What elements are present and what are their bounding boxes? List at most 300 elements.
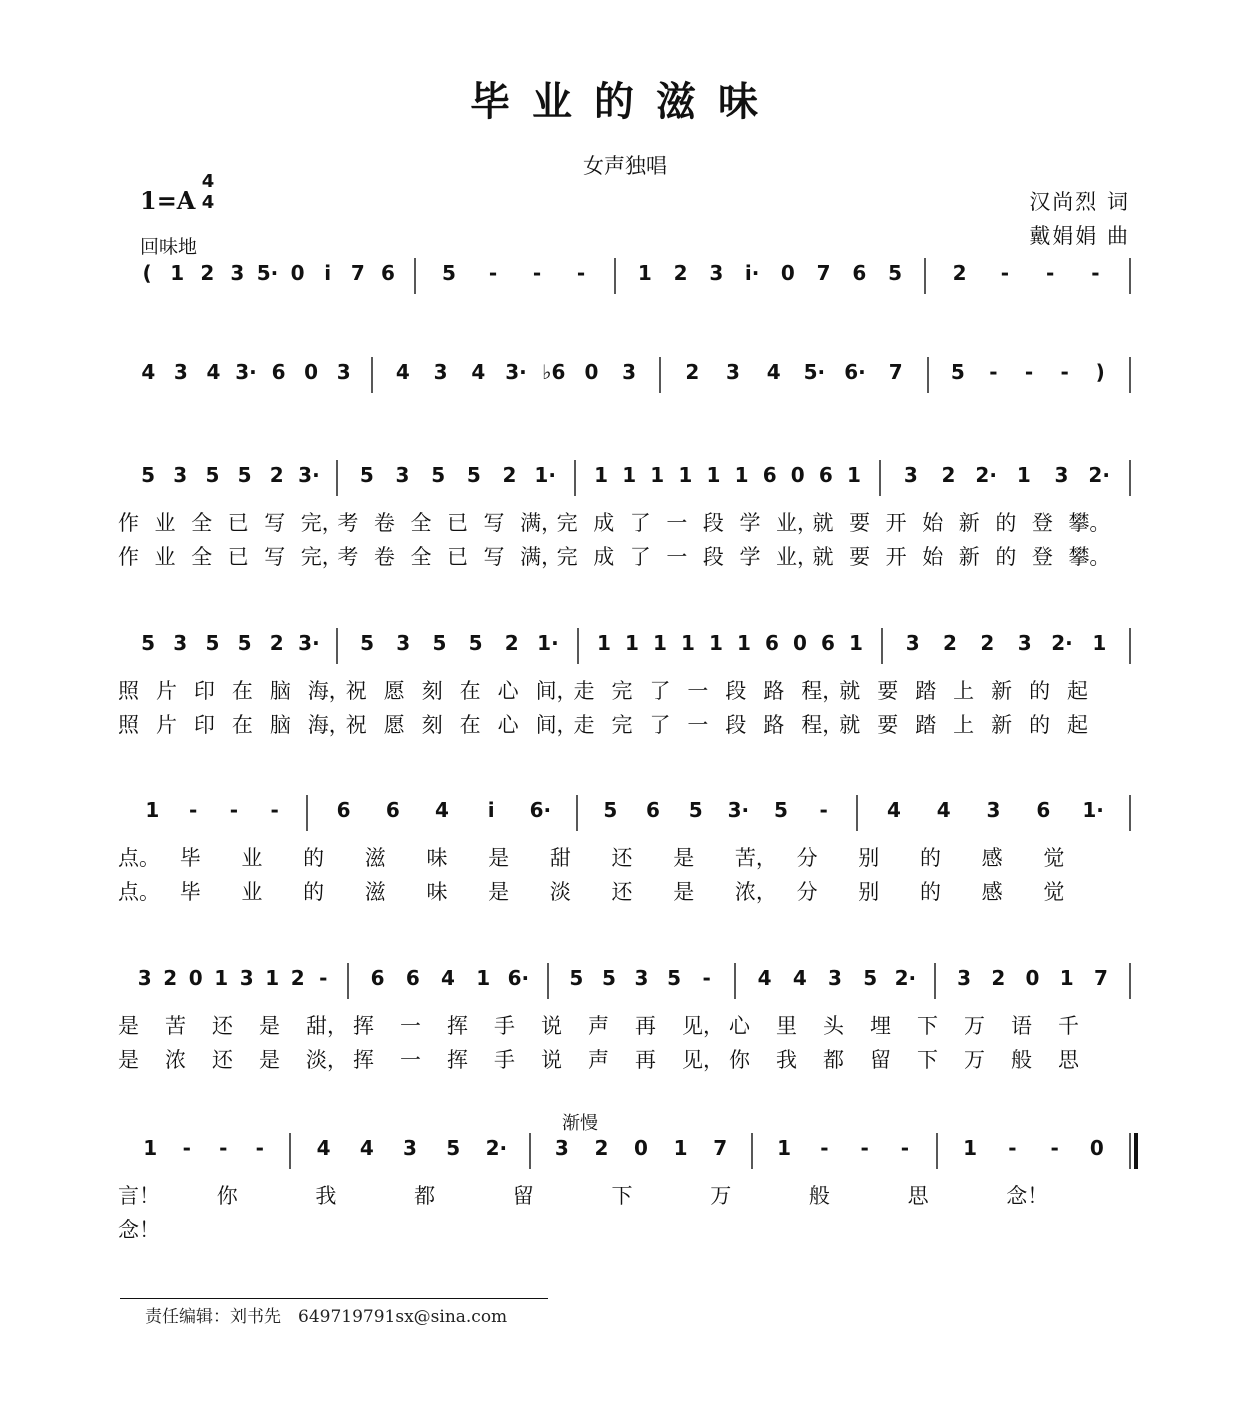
note: 7 (713, 1136, 728, 1160)
lyric-syllable: 还 (611, 846, 633, 870)
note: 2 (163, 966, 178, 990)
note: 1 (706, 463, 721, 487)
note: 5· (256, 261, 279, 285)
lyric-syllable: 说 (541, 1048, 562, 1072)
note: 6 (385, 798, 400, 822)
note: - (1091, 261, 1100, 285)
note: ♭6 (542, 360, 566, 384)
note: 5 (863, 966, 878, 990)
lyric-syllable: 刻 (421, 713, 443, 737)
lyric-syllable: 说 (541, 1014, 562, 1038)
lyric-syllable: 挥 (447, 1014, 468, 1038)
note: 1 (637, 261, 652, 285)
lyric-syllable: 照 (118, 713, 139, 737)
note: 3 (173, 631, 188, 655)
lyric-syllable: 踏 (915, 713, 937, 737)
lyric-syllable: 一 (400, 1014, 421, 1038)
lyric-syllable: 语 (1011, 1014, 1032, 1038)
note: 0 (793, 631, 807, 655)
lyric-syllable: 卷 (373, 511, 395, 535)
tempo-marking: 渐慢 (562, 1113, 598, 1134)
note: 0 (304, 360, 319, 384)
lyric-syllable: 已 (447, 545, 468, 569)
lyric-syllable: 千 (1058, 1014, 1079, 1038)
lyric-syllable: 已 (447, 511, 468, 535)
lyric-syllable: 的 (995, 545, 1017, 569)
note: i (324, 261, 332, 285)
note: - (1008, 1136, 1017, 1160)
note: 3 (137, 966, 152, 990)
lyric-syllable: 业， (776, 545, 818, 569)
lyric-syllable: 学 (739, 545, 761, 569)
lyric-syllable: 开 (885, 511, 907, 535)
note: 2· (485, 1136, 508, 1160)
lyric-syllable: 都 (823, 1048, 844, 1072)
lyric-syllable: 段 (702, 511, 724, 535)
lyric-syllable: 淡 (549, 880, 571, 904)
lyric-syllable: 是 (118, 1048, 139, 1072)
lyric-syllable: 再 (635, 1014, 656, 1038)
note: 5 (601, 966, 616, 990)
note: - (860, 1136, 869, 1160)
lyric-syllable: 一 (666, 511, 688, 535)
lyric-syllable: 脑 (269, 679, 291, 703)
note: 1 (143, 1136, 158, 1160)
editor-credit: 责任编辑：刘书先 649719791sx@sina.com (145, 1307, 508, 1327)
note: 2 (594, 1136, 609, 1160)
note: 3 (1017, 631, 1032, 655)
lyric-syllable: 甜， (306, 1014, 348, 1038)
lyric-syllable: 段 (725, 713, 747, 737)
lyric-syllable: 下 (917, 1014, 938, 1038)
lyric-syllable: 完 (611, 679, 633, 703)
note: 6 (646, 798, 660, 822)
lyric-syllable: 手 (494, 1014, 515, 1038)
note: 5 (667, 966, 682, 990)
note: 3 (403, 1136, 417, 1160)
lyric-syllable: 就 (812, 545, 834, 569)
lyric-syllable: 是 (118, 1014, 139, 1038)
note: 4 (141, 360, 156, 384)
note: - (229, 798, 239, 822)
note: 6 (405, 966, 420, 990)
note: 6 (380, 261, 395, 285)
note: 5 (688, 798, 703, 822)
note: 1 (1016, 463, 1031, 487)
lyric-syllable: 考 (337, 545, 359, 569)
note: 4 (395, 360, 410, 384)
note: 0 (1025, 966, 1040, 990)
note: 3· (298, 631, 320, 655)
lyric-syllable: 完 (556, 545, 578, 569)
lyric-syllable: 登 (1031, 511, 1053, 535)
note: 5 (446, 1136, 461, 1160)
note: 3· (505, 360, 527, 384)
lyric-syllable: 业， (776, 511, 818, 535)
lyric-syllable: 还 (212, 1014, 233, 1038)
note: 1 (849, 631, 863, 655)
lyric-syllable: 要 (877, 713, 899, 737)
lyric-syllable: 我 (776, 1048, 797, 1072)
note: - (820, 1136, 829, 1160)
note: 3 (433, 360, 448, 384)
lyric-syllable: 踏 (915, 679, 937, 703)
note: 5 (603, 798, 618, 822)
note: 4 (936, 798, 951, 822)
note: - (182, 1136, 191, 1160)
lyric-syllable: 你 (729, 1048, 750, 1072)
expression-mark: 回味地 (140, 236, 198, 258)
time-signature-bottom: 4 (201, 192, 215, 213)
lyric-syllable: 念！ (1006, 1184, 1049, 1208)
lyric-syllable: 声 (588, 1014, 609, 1038)
lyric-syllable: 分 (796, 880, 818, 904)
lyric-syllable: 般 (808, 1184, 830, 1208)
note: 2 (502, 463, 517, 487)
note: 4 (435, 798, 449, 822)
note: 5 (141, 463, 156, 487)
note: 6· (529, 798, 552, 822)
lyric-syllable: 毕 (179, 846, 201, 870)
note: 5 (205, 463, 220, 487)
note: - (1060, 360, 1069, 384)
note: 4 (766, 360, 781, 384)
note: 2· (975, 463, 997, 487)
note: 1 (622, 463, 637, 487)
lyric-syllable: 片 (155, 713, 177, 737)
lyric-syllable: 程， (801, 713, 844, 737)
lyric-syllable: 已 (227, 511, 249, 535)
note: 2 (980, 631, 995, 655)
lyric-syllable: 是 (259, 1048, 280, 1072)
note: 3 (905, 631, 920, 655)
note: 7 (888, 360, 903, 384)
lyric-syllable: 的 (303, 846, 325, 870)
note: - (1024, 360, 1034, 384)
note: 4 (757, 966, 772, 990)
lyric-syllable: 还 (212, 1048, 233, 1072)
note: 2 (685, 360, 700, 384)
lyric-syllable: 淡， (306, 1048, 348, 1072)
note: 5· (803, 360, 826, 384)
lyric-syllable: 了 (649, 713, 671, 737)
note: 4 (792, 966, 807, 990)
lyric-syllable: 觉 (1043, 846, 1065, 870)
note: - (989, 360, 998, 384)
lyric-syllable: 还 (611, 880, 633, 904)
lyric-syllable: 间， (535, 679, 578, 703)
note: 3 (828, 966, 842, 990)
lyric-syllable: 挥 (447, 1048, 468, 1072)
lyric-syllable: 都 (414, 1184, 436, 1208)
lyric-syllable: 新 (958, 511, 980, 535)
note: 5 (432, 631, 447, 655)
note: 6 (818, 463, 833, 487)
note: 5 (774, 798, 788, 822)
lyric-syllable: 头 (823, 1014, 844, 1038)
lyric-syllable: 思 (907, 1184, 929, 1208)
lyric-syllable: 你 (216, 1184, 238, 1208)
lyric-syllable: 感 (981, 880, 1003, 904)
note: 3 (230, 261, 245, 285)
lyric-syllable: 是 (673, 846, 695, 870)
lyric-syllable: 写 (264, 511, 286, 535)
lyric-syllable: 上 (953, 679, 975, 703)
time-signature-top: 4 (201, 171, 215, 192)
note: 1 (170, 261, 185, 285)
note: 6 (336, 798, 351, 822)
lyric-syllable: 写 (264, 545, 286, 569)
lyric-syllable: 段 (702, 545, 724, 569)
lyric-syllable: 的 (919, 846, 941, 870)
lyric-syllable: 感 (981, 846, 1003, 870)
note: 5 (141, 631, 156, 655)
lyric-syllable: 全 (191, 511, 213, 535)
note: 2 (673, 261, 688, 285)
lyric-syllable: 完， (300, 545, 343, 569)
note: 2· (1051, 631, 1073, 655)
note: 5 (442, 261, 456, 285)
lyric-syllable: 起 (1067, 679, 1089, 703)
lyric-syllable: 再 (635, 1048, 656, 1072)
note: 1 (650, 463, 665, 487)
lyric-syllable: 满， (520, 545, 563, 569)
lyric-syllable: 路 (763, 679, 785, 703)
lyric-syllable: 见， (682, 1048, 724, 1072)
note: 3 (554, 1136, 569, 1160)
note: 1 (594, 463, 609, 487)
lyric-syllable: 甜 (549, 846, 571, 870)
note: 1 (737, 631, 751, 655)
note: 2 (269, 463, 284, 487)
note: 5 (569, 966, 584, 990)
note: - (900, 1136, 910, 1160)
lyric-syllable: 手 (494, 1048, 515, 1072)
lyric-syllable: 见， (682, 1014, 724, 1038)
lyric-syllable: 心 (729, 1014, 750, 1038)
note: 0 (188, 966, 203, 990)
note: 1 (145, 798, 160, 822)
note: 2 (504, 631, 519, 655)
lyric-syllable: 登 (1031, 545, 1053, 569)
lyric-syllable: 卷 (373, 545, 395, 569)
note: - (1045, 261, 1055, 285)
note: 1· (534, 463, 556, 487)
note: 1· (1082, 798, 1104, 822)
lyric-syllable: 写 (483, 511, 505, 535)
lyric-syllable: 就 (839, 713, 861, 737)
note: 6 (271, 360, 286, 384)
lyric-syllable: 分 (796, 846, 818, 870)
note: 2 (269, 631, 284, 655)
note: 6· (844, 360, 866, 384)
lyric-syllable: 是 (673, 880, 695, 904)
lyric-syllable: 滋 (364, 846, 386, 870)
note: 1 (476, 966, 491, 990)
lyric-syllable: 照 (118, 679, 139, 703)
song-title: 毕业的滋味 (470, 78, 780, 125)
lyric-syllable: 般 (1011, 1048, 1032, 1072)
lyric-syllable: 完 (611, 713, 633, 737)
lyric-syllable: 别 (858, 846, 880, 870)
footer-divider (120, 1298, 548, 1299)
note: 5 (466, 463, 481, 487)
note: 5 (359, 463, 374, 487)
lyric-syllable: 开 (885, 545, 907, 569)
lyric-syllable: 一 (400, 1048, 421, 1072)
note: - (576, 261, 586, 285)
key-signature: 1=A (140, 186, 196, 215)
lyric-syllable: 毕 (179, 880, 201, 904)
lyric-syllable: 就 (839, 679, 861, 703)
note: ( (142, 261, 152, 285)
lyric-syllable: 就 (812, 511, 834, 535)
note: 1 (709, 631, 723, 655)
lyric-syllable: 心 (497, 679, 519, 703)
lyric-syllable: 的 (1029, 713, 1051, 737)
note: 4 (316, 1136, 331, 1160)
note: 3 (336, 360, 351, 384)
note: 6 (852, 261, 867, 285)
lyric-syllable: 一 (687, 679, 709, 703)
lyricist-credit: 汉尚烈 词 (1029, 190, 1130, 214)
lyric-syllable: 脑 (269, 713, 291, 737)
lyric-syllable: 心 (497, 713, 519, 737)
note: 4 (359, 1136, 374, 1160)
note: 3 (173, 360, 188, 384)
lyric-syllable: 思 (1058, 1048, 1079, 1072)
note: - (1000, 261, 1010, 285)
lyric-syllable: 味 (426, 880, 448, 904)
lyric-syllable: 在 (459, 679, 481, 703)
lyric-syllable: 里 (776, 1014, 797, 1038)
note: 4 (206, 360, 221, 384)
note: 3 (634, 966, 649, 990)
lyric-syllable: 新 (991, 679, 1013, 703)
note: 3· (727, 798, 750, 822)
note: 2 (290, 966, 305, 990)
note: 4 (441, 966, 455, 990)
note: 2 (943, 631, 957, 655)
note: 6 (762, 463, 777, 487)
composer-credit: 戴娟娟 曲 (1029, 224, 1130, 248)
note: 0 (790, 463, 805, 487)
lyric-syllable: 下 (611, 1184, 633, 1208)
lyric-syllable: 完， (300, 511, 343, 535)
lyric-syllable: 觉 (1043, 880, 1065, 904)
lyric-syllable: 别 (858, 880, 880, 904)
note: - (219, 1136, 228, 1160)
lyric-syllable: 的 (995, 511, 1017, 535)
lyric-syllable: 祝 (345, 713, 367, 737)
lyric-syllable: 万 (710, 1184, 732, 1208)
note: 3 (239, 966, 254, 990)
lyric-syllable: 程， (801, 679, 844, 703)
lyric-syllable: 苦， (734, 846, 777, 870)
lyric-syllable: 印 (193, 713, 215, 737)
note: 2 (941, 463, 956, 487)
note: 1 (1059, 966, 1074, 990)
lyric-syllable: 业 (154, 511, 176, 535)
note: 0 (634, 1136, 648, 1160)
note: 4 (471, 360, 486, 384)
lyric-syllable: 要 (849, 511, 871, 535)
lyric-syllable: 留 (512, 1184, 534, 1208)
note: 0 (780, 261, 795, 285)
lyric-syllable: 了 (649, 679, 671, 703)
lyric-syllable: 点。 (118, 880, 160, 904)
note: 5 (431, 463, 446, 487)
note: i· (744, 261, 760, 285)
lyric-syllable: 了 (629, 511, 651, 535)
lyric-syllable: 攀。 (1068, 511, 1111, 535)
note: 5 (237, 631, 252, 655)
note: - (702, 966, 711, 990)
lyric-syllable: 新 (958, 545, 980, 569)
lyric-syllable: 一 (687, 713, 709, 737)
lyric-syllable: 了 (629, 545, 651, 569)
note: i (487, 798, 495, 822)
note: 0 (1089, 1136, 1104, 1160)
lyric-syllable: 走 (573, 713, 595, 737)
lyric-syllable: 在 (459, 713, 481, 737)
lyric-syllable: 始 (922, 511, 944, 535)
lyric-syllable: 走 (573, 679, 595, 703)
note: 6· (507, 966, 530, 990)
lyric-syllable: 祝 (345, 679, 367, 703)
note: 1 (214, 966, 229, 990)
note: 6 (821, 631, 835, 655)
note: 2 (952, 261, 967, 285)
note: 5 (205, 631, 220, 655)
lyric-syllable: 声 (588, 1048, 609, 1072)
note: 2· (894, 966, 917, 990)
performance-type: 女声独唱 (583, 154, 667, 178)
note: - (319, 966, 328, 990)
note: 3· (235, 360, 257, 384)
note: 4 (886, 798, 901, 822)
note: 3 (903, 463, 918, 487)
lyric-syllable: 已 (227, 545, 249, 569)
lyric-syllable: 全 (410, 511, 432, 535)
lyric-syllable: 完 (556, 511, 578, 535)
lyric-syllable: 刻 (421, 679, 443, 703)
lyric-syllable: 苦 (165, 1014, 186, 1038)
note: 3 (1054, 463, 1069, 487)
note: 1 (734, 463, 749, 487)
lyric-syllable: 海， (307, 713, 350, 737)
lyric-syllable: 攀。 (1068, 545, 1111, 569)
note: 6 (1036, 798, 1051, 822)
lyric-syllable: 学 (739, 511, 761, 535)
note: 3 (622, 360, 637, 384)
note: 1 (265, 966, 280, 990)
note: 5 (360, 631, 375, 655)
note: 5 (237, 463, 252, 487)
note: 3 (173, 463, 188, 487)
note: 1 (963, 1136, 978, 1160)
lyric-syllable: 成 (593, 511, 615, 535)
lyric-syllable: 的 (1029, 679, 1051, 703)
lyric-syllable: 浓 (165, 1048, 186, 1072)
note: 7 (816, 261, 831, 285)
lyric-syllable: 的 (919, 880, 941, 904)
lyric-syllable: 滋 (364, 880, 386, 904)
note: 1 (777, 1136, 792, 1160)
note: 3 (986, 798, 1001, 822)
lyric-syllable: 埋 (870, 1014, 891, 1038)
lyric-syllable: 万 (964, 1014, 985, 1038)
